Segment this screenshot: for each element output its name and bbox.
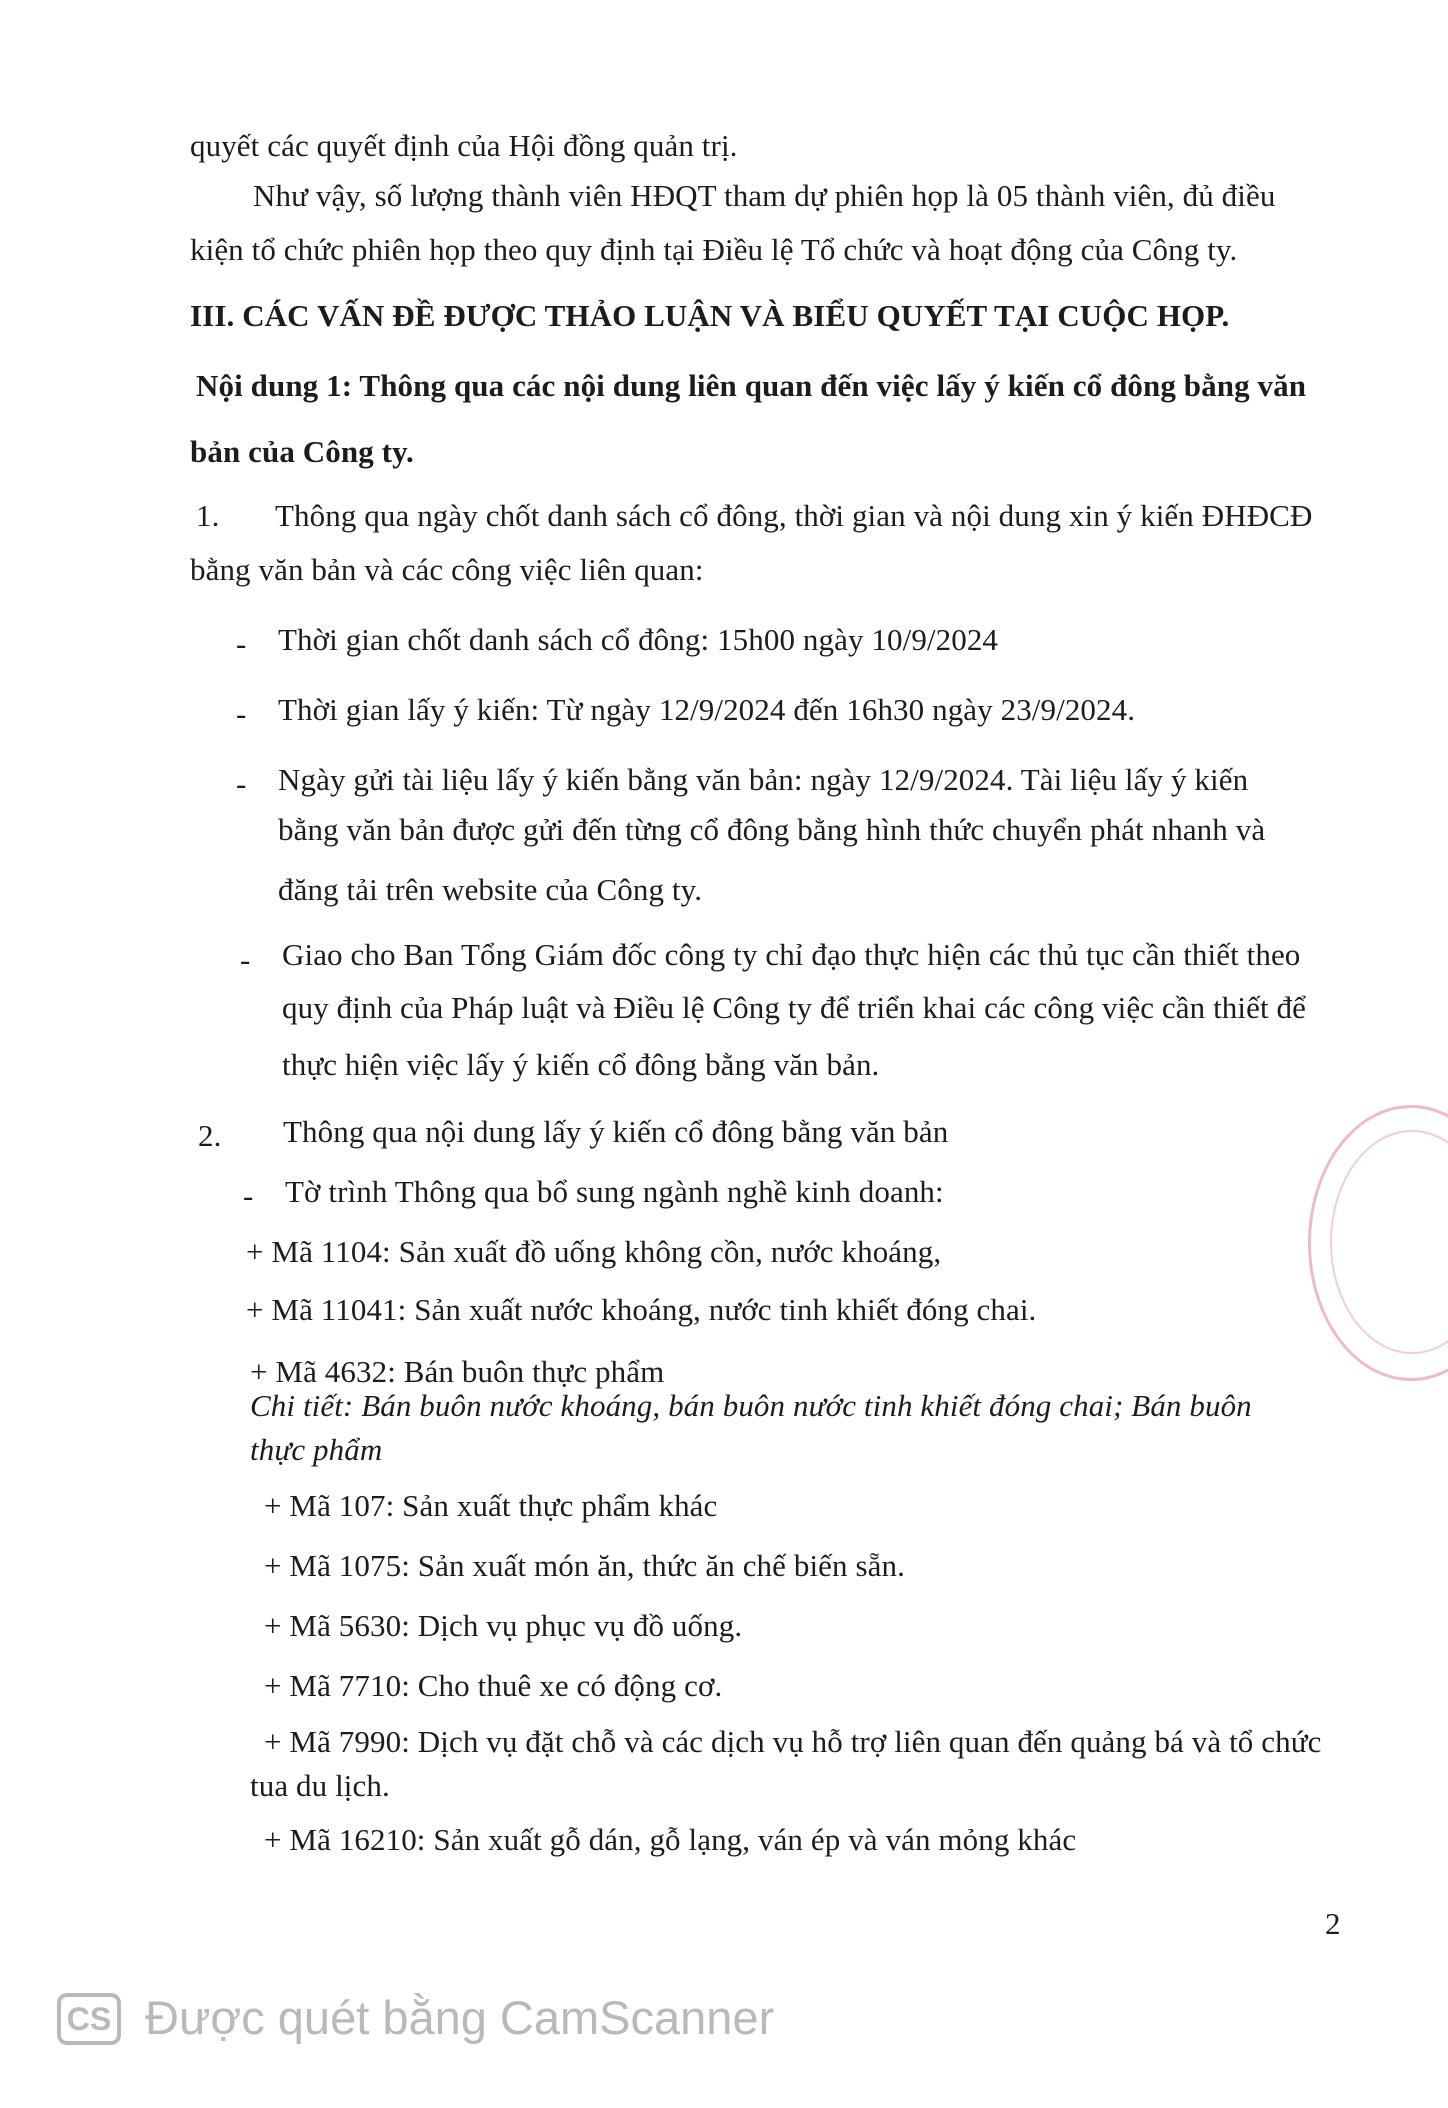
- bullet-dash: -: [236, 696, 247, 731]
- bullet-text: bằng văn bản được gửi đến từng cổ đông bằng hình thức chuyển phát nhanh và: [278, 812, 1266, 847]
- camscanner-logo-icon: CS: [57, 1993, 121, 2045]
- paragraph-line: Thông qua nội dung lấy ý kiến cổ đông bằng văn bản: [283, 1114, 949, 1149]
- item-number: 1.: [196, 498, 220, 533]
- business-code-item: tua du lịch.: [250, 1768, 390, 1803]
- bullet-text: thực hiện việc lấy ý kiến cổ đông bằng văn bản.: [282, 1047, 880, 1082]
- bullet-text: đăng tải trên website của Công ty.: [278, 872, 703, 907]
- business-code-item: + Mã 1104: Sản xuất đồ uống không cồn, nước khoáng,: [246, 1234, 942, 1269]
- business-code-item: + Mã 7710: Cho thuê xe có động cơ.: [264, 1668, 723, 1703]
- bullet-dash: -: [236, 766, 247, 801]
- paragraph-line: Thông qua ngày chốt danh sách cổ đông, thời gian và nội dung xin ý kiến ĐHĐCĐ: [275, 498, 1313, 533]
- business-code-item: + Mã 1075: Sản xuất món ăn, thức ăn chế biến sẵn.: [264, 1548, 905, 1583]
- paragraph-line: quyết các quyết định của Hội đồng quản trị.: [190, 128, 738, 163]
- section-heading: III. CÁC VẤN ĐỀ ĐƯỢC THẢO LUẬN VÀ BIỂU QUYẾT TẠI CUỘC HỌP.: [190, 298, 1230, 333]
- camscanner-watermark: Được quét bằng CamScanner: [145, 1991, 775, 2044]
- bullet-dash: -: [236, 626, 247, 661]
- bullet-dash: -: [243, 1178, 254, 1213]
- bullet-text: Giao cho Ban Tổng Giám đốc công ty chỉ đạo thực hiện các thủ tục cần thiết theo: [282, 937, 1301, 972]
- business-code-item: + Mã 7990: Dịch vụ đặt chỗ và các dịch vụ hỗ trợ liên quan đến quảng bá và tổ chức: [264, 1724, 1322, 1759]
- paragraph-line: bằng văn bản và các công việc liên quan:: [190, 552, 704, 587]
- bullet-text: quy định của Pháp luật và Điều lệ Công ty để triển khai các công việc cần thiết để: [282, 990, 1306, 1025]
- business-code-item: + Mã 107: Sản xuất thực phẩm khác: [264, 1488, 718, 1523]
- subsection-heading: bản của Công ty.: [190, 434, 414, 469]
- bullet-text: Ngày gửi tài liệu lấy ý kiến bằng văn bản: ngày 12/9/2024. Tài liệu lấy ý kiến: [278, 762, 1249, 797]
- business-code-detail: Chi tiết: Bán buôn nước khoáng, bán buôn nước tinh khiết đóng chai; Bán buôn thực phẩm: [250, 1388, 1252, 1467]
- bullet-dash: -: [240, 942, 251, 977]
- paragraph-line: Như vậy, số lượng thành viên HĐQT tham dự phiên họp là 05 thành viên, đủ điều: [253, 178, 1276, 213]
- business-code-item: + Mã 11041: Sản xuất nước khoáng, nước tinh khiết đóng chai.: [246, 1292, 1037, 1327]
- bullet-text: Tờ trình Thông qua bổ sung ngành nghề kinh doanh:: [285, 1174, 944, 1209]
- subsection-heading: Nội dung 1: Thông qua các nội dung liên quan đến việc lấy ý kiến cổ đông bằng văn: [196, 368, 1307, 403]
- item-number: 2.: [198, 1118, 222, 1153]
- business-code-item: + Mã 4632: Bán buôn thực phẩm: [250, 1354, 665, 1389]
- business-code-item: + Mã 5630: Dịch vụ phục vụ đồ uống.: [264, 1608, 743, 1643]
- page-number: 2: [1325, 1906, 1341, 1941]
- bullet-text: Thời gian chốt danh sách cổ đông: 15h00 ngày 10/9/2024: [278, 622, 999, 657]
- paragraph-line: kiện tổ chức phiên họp theo quy định tại Điều lệ Tổ chức và hoạt động của Công ty.: [190, 232, 1238, 267]
- bullet-text: Thời gian lấy ý kiến: Từ ngày 12/9/2024 đến 16h30 ngày 23/9/2024.: [278, 692, 1136, 727]
- business-code-item: + Mã 16210: Sản xuất gỗ dán, gỗ lạng, ván ép và ván mỏng khác: [264, 1822, 1077, 1857]
